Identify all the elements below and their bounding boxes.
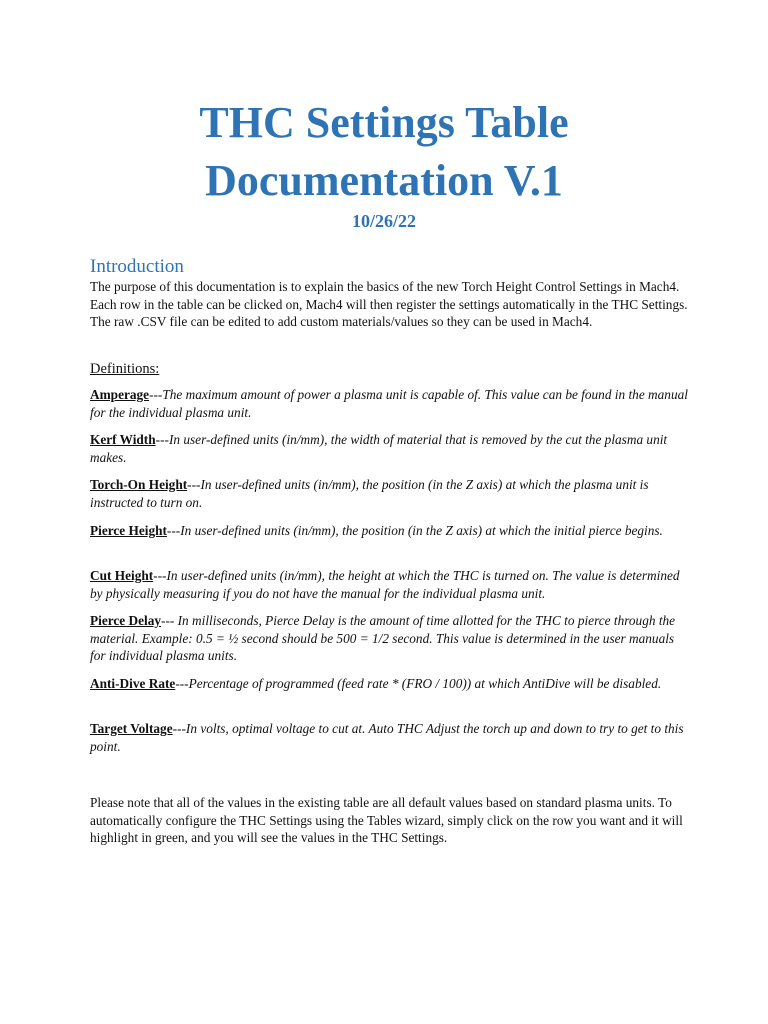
definition-separator: ---: [175, 676, 189, 691]
definition-description: In user-defined units (in/mm), the position (in the Z axis) at which the initial pierce begins.: [180, 523, 663, 538]
definition-separator: ---: [166, 523, 181, 538]
definition-separator: ---: [187, 477, 201, 492]
document-title-line-1: THC Settings Table: [199, 98, 569, 147]
definition-description: In user-defined units (in/mm), the position (in the Z axis) at which the plasma unit is instructed to turn on.: [90, 477, 649, 510]
definition-description: In user-defined units (in/mm), the height at which the THC is turned on. The value is determined by physically measuring if you do not have the manual for the individual plasma unit.: [90, 568, 680, 601]
definition-anti-dive-rate: [90, 675, 690, 693]
definition-term: Anti-Dive Rate: [90, 676, 176, 691]
definition-pierce-height: [90, 522, 690, 540]
definition-separator: ---: [161, 613, 178, 628]
definition-separator: ---: [153, 568, 167, 583]
definition-term: Amperage: [90, 387, 150, 402]
definition-description: Percentage of programmed (feed rate * (FRO / 100)) at which AntiDive will be disabled.: [188, 676, 662, 691]
definition-description: In volts, optimal voltage to cut at. Auto THC Adjust the torch up and down to try to get to this point.: [90, 721, 684, 754]
definition-term: Kerf Width: [90, 432, 156, 447]
definition-target-voltage: [90, 720, 690, 755]
definition-description: The maximum amount of power a plasma unit is capable of. This value can be found in the manual for the individual plasma unit.: [90, 387, 688, 420]
definitions-heading: Definitions:: [90, 361, 160, 377]
definition-separator: ---: [172, 721, 186, 736]
definition-amperage: [90, 386, 690, 421]
definition-term: Target Voltage: [90, 721, 173, 736]
definition-term: Cut Height: [90, 568, 154, 583]
definition-description: In user-defined units (in/mm), the width of material that is removed by the cut the plasma unit makes.: [90, 432, 668, 465]
note-paragraph: Please note that all of the values in the existing table are all default values based on standard plasma units. To automatically configure the THC Settings using the Tables wizard, simply click on the row you want and it will highlight in green, and you will see the values in the THC Settings.: [90, 795, 683, 846]
document-date: 10/26/22: [351, 211, 416, 231]
definition-description: In milliseconds, Pierce Delay is the amount of time allotted for the THC to pierce through the material. Example: 0.5 = ½ second should be 500 = 1/2 second. This value is determined in the user manuals for individual plasma units.: [90, 613, 676, 664]
document-title-line-2: Documentation V.1: [205, 156, 563, 205]
definition-separator: ---: [149, 387, 163, 402]
definition-pierce-delay: [90, 612, 690, 665]
introduction-heading: Introduction: [90, 256, 184, 277]
definition-kerf-width: [90, 431, 690, 466]
definition-torch-on-height: [90, 476, 690, 511]
definition-term: Torch-On Height: [90, 477, 188, 492]
definition-cut-height: [90, 567, 690, 602]
definition-separator: ---: [155, 432, 169, 447]
introduction-paragraph: The purpose of this documentation is to explain the basics of the new Torch Height Control Settings in Mach4. Each row in the table can be clicked on, Mach4 will then register the settings automatically in the THC Settings. The raw .CSV file can be edited to add custom materials/values so they can be used in Mach4.: [90, 279, 688, 330]
definition-term: Pierce Height: [90, 523, 167, 538]
definition-term: Pierce Delay: [90, 613, 162, 628]
